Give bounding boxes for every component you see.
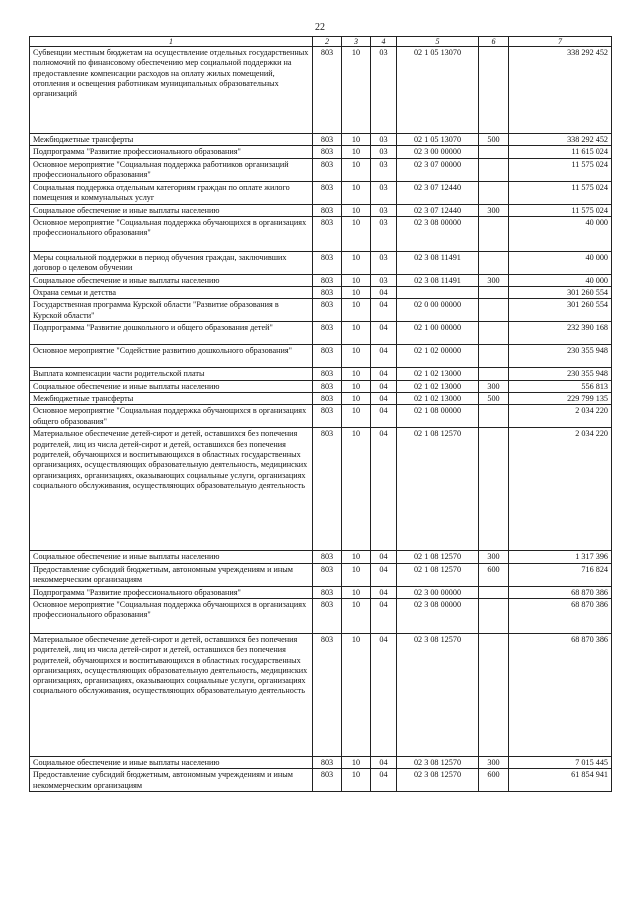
cell-subsection: 04 xyxy=(371,563,397,586)
cell-section: 10 xyxy=(342,274,371,286)
cell-amount: 230 355 948 xyxy=(509,368,612,380)
table-body xyxy=(30,47,612,792)
cell-ministry: 803 xyxy=(313,551,342,563)
cell-name: Социальное обеспечение и иные выплаты населению xyxy=(30,551,313,563)
cell-expense-type: 300 xyxy=(479,756,509,768)
cell-expense-type: 600 xyxy=(479,563,509,586)
cell-ministry: 803 xyxy=(313,380,342,392)
cell-target-article: 02 1 02 13000 xyxy=(397,393,479,405)
cell-name: Основное мероприятие "Содействие развитию дошкольного образования" xyxy=(30,345,313,368)
cell-target-article: 02 3 07 12440 xyxy=(397,204,479,216)
table-row xyxy=(30,216,612,251)
cell-target-article: 02 3 08 12570 xyxy=(397,633,479,756)
cell-name: Охрана семьи и детства xyxy=(30,287,313,299)
cell-ministry: 803 xyxy=(313,299,342,322)
cell-section: 10 xyxy=(342,769,371,792)
table-row xyxy=(30,551,612,563)
table-row xyxy=(30,322,612,345)
cell-expense-type: 300 xyxy=(479,204,509,216)
cell-name: Социальное обеспечение и иные выплаты населению xyxy=(30,756,313,768)
cell-name: Подпрограмма "Развитие профессионального образования" xyxy=(30,146,313,158)
cell-subsection: 04 xyxy=(371,345,397,368)
cell-section: 10 xyxy=(342,551,371,563)
cell-section: 10 xyxy=(342,181,371,204)
cell-expense-type: 300 xyxy=(479,380,509,392)
cell-expense-type xyxy=(479,251,509,274)
cell-section: 10 xyxy=(342,393,371,405)
cell-name: Меры социальной поддержки в период обучения граждан, заключивших договор о целевом обучении xyxy=(30,251,313,274)
cell-amount: 556 813 xyxy=(509,380,612,392)
cell-amount: 338 292 452 xyxy=(509,47,612,134)
table-row xyxy=(30,287,612,299)
cell-subsection: 04 xyxy=(371,551,397,563)
cell-name: Выплата компенсации части родительской платы xyxy=(30,368,313,380)
cell-target-article: 02 1 08 12570 xyxy=(397,428,479,551)
cell-expense-type xyxy=(479,633,509,756)
cell-expense-type xyxy=(479,216,509,251)
cell-amount: 2 034 220 xyxy=(509,405,612,428)
cell-target-article: 02 3 08 11491 xyxy=(397,274,479,286)
cell-name: Подпрограмма "Развитие профессионального образования" xyxy=(30,586,313,598)
cell-subsection: 04 xyxy=(371,322,397,345)
cell-target-article: 02 1 08 12570 xyxy=(397,551,479,563)
cell-amount: 68 870 386 xyxy=(509,633,612,756)
cell-target-article: 02 3 00 00000 xyxy=(397,586,479,598)
table-header-row xyxy=(30,37,612,47)
cell-subsection: 04 xyxy=(371,393,397,405)
cell-subsection: 03 xyxy=(371,204,397,216)
cell-expense-type xyxy=(479,299,509,322)
cell-amount: 61 854 941 xyxy=(509,769,612,792)
cell-section: 10 xyxy=(342,598,371,633)
cell-name: Межбюджетные трансферты xyxy=(30,393,313,405)
cell-amount: 716 824 xyxy=(509,563,612,586)
cell-amount: 230 355 948 xyxy=(509,345,612,368)
cell-target-article: 02 1 08 00000 xyxy=(397,405,479,428)
cell-target-article: 02 1 02 13000 xyxy=(397,380,479,392)
cell-ministry: 803 xyxy=(313,274,342,286)
cell-ministry: 803 xyxy=(313,633,342,756)
cell-target-article: 02 3 08 00000 xyxy=(397,598,479,633)
cell-amount: 11 575 024 xyxy=(509,204,612,216)
cell-section: 10 xyxy=(342,586,371,598)
cell-name: Основное мероприятие "Социальная поддержка обучающихся в организациях общего образования" xyxy=(30,405,313,428)
cell-ministry: 803 xyxy=(313,586,342,598)
cell-expense-type xyxy=(479,158,509,181)
cell-ministry: 803 xyxy=(313,368,342,380)
cell-expense-type: 600 xyxy=(479,769,509,792)
page-number: 22 xyxy=(315,22,325,33)
cell-expense-type xyxy=(479,47,509,134)
cell-target-article: 02 1 00 00000 xyxy=(397,322,479,345)
table-row xyxy=(30,598,612,633)
cell-subsection: 04 xyxy=(371,769,397,792)
table-row xyxy=(30,368,612,380)
cell-amount: 232 390 168 xyxy=(509,322,612,345)
cell-expense-type xyxy=(479,181,509,204)
cell-section: 10 xyxy=(342,204,371,216)
cell-amount: 11 575 024 xyxy=(509,158,612,181)
cell-target-article: 02 0 00 00000 xyxy=(397,299,479,322)
cell-amount: 11 615 024 xyxy=(509,146,612,158)
cell-name: Субвенции местным бюджетам на осуществление отдельных государственных полномочий по финансовому обеспечению мер социальной поддержки на предоставление компенсации расходов на оплату жилых помещений, отопления и освещения работникам муниципальных образовательных организаций xyxy=(30,47,313,134)
cell-subsection: 04 xyxy=(371,428,397,551)
cell-subsection: 03 xyxy=(371,274,397,286)
column-header: 7 xyxy=(509,37,612,47)
cell-section: 10 xyxy=(342,405,371,428)
cell-ministry: 803 xyxy=(313,405,342,428)
cell-amount: 1 317 396 xyxy=(509,551,612,563)
cell-ministry: 803 xyxy=(313,428,342,551)
table-row xyxy=(30,586,612,598)
column-header: 1 xyxy=(30,37,313,47)
cell-ministry: 803 xyxy=(313,47,342,134)
table-row xyxy=(30,756,612,768)
cell-subsection: 03 xyxy=(371,146,397,158)
cell-section: 10 xyxy=(342,563,371,586)
table-row xyxy=(30,769,612,792)
table-row xyxy=(30,563,612,586)
cell-ministry: 803 xyxy=(313,134,342,146)
cell-subsection: 04 xyxy=(371,633,397,756)
cell-name: Материальное обеспечение детей-сирот и детей, оставшихся без попечения родителей, лиц из числа детей-сирот и детей, оставшихся без попечения родителей, обучающихся и воспитывающихся в областных государственных организациях, осуществляющих образовательную деятельность, медицинских организациях, организациях, оказывающих социальные услуги, организациях социального обслуживания, осуществляющих образовательную деятельность xyxy=(30,428,313,551)
cell-amount: 2 034 220 xyxy=(509,428,612,551)
budget-table xyxy=(29,36,612,792)
cell-target-article: 02 1 05 13070 xyxy=(397,134,479,146)
cell-name: Социальное обеспечение и иные выплаты населению xyxy=(30,274,313,286)
cell-subsection: 04 xyxy=(371,405,397,428)
cell-subsection: 04 xyxy=(371,287,397,299)
cell-expense-type xyxy=(479,405,509,428)
table-row xyxy=(30,134,612,146)
cell-section: 10 xyxy=(342,216,371,251)
cell-amount: 7 015 445 xyxy=(509,756,612,768)
cell-name: Основное мероприятие "Социальная поддержка обучающихся в организациях профессионального образования" xyxy=(30,598,313,633)
cell-amount: 11 575 024 xyxy=(509,181,612,204)
column-header: 5 xyxy=(397,37,479,47)
cell-ministry: 803 xyxy=(313,216,342,251)
table-row xyxy=(30,47,612,134)
cell-ministry: 803 xyxy=(313,769,342,792)
cell-name: Социальное обеспечение и иные выплаты населению xyxy=(30,380,313,392)
cell-subsection: 04 xyxy=(371,598,397,633)
cell-target-article: 02 1 05 13070 xyxy=(397,47,479,134)
cell-subsection: 03 xyxy=(371,181,397,204)
cell-ministry: 803 xyxy=(313,598,342,633)
cell-expense-type xyxy=(479,368,509,380)
cell-name: Материальное обеспечение детей-сирот и детей, оставшихся без попечения родителей, лиц из числа детей-сирот и детей, оставшихся без попечения родителей, обучающихся и воспитывающихся в областных государственных организациях, осуществляющих образовательную деятельность, медицинских организациях, организациях, оказывающих социальные услуги, организациях социального обслуживания, осуществляющих образовательную деятельность xyxy=(30,633,313,756)
cell-section: 10 xyxy=(342,380,371,392)
cell-ministry: 803 xyxy=(313,204,342,216)
cell-amount: 229 799 135 xyxy=(509,393,612,405)
cell-target-article: 02 3 00 00000 xyxy=(397,146,479,158)
table-row xyxy=(30,146,612,158)
cell-amount: 68 870 386 xyxy=(509,586,612,598)
cell-subsection: 03 xyxy=(371,251,397,274)
table-row xyxy=(30,405,612,428)
cell-name: Государственная программа Курской области "Развитие образования в Курской области" xyxy=(30,299,313,322)
table-row xyxy=(30,345,612,368)
column-header: 3 xyxy=(342,37,371,47)
table-row xyxy=(30,299,612,322)
cell-subsection: 04 xyxy=(371,380,397,392)
cell-name: Социальное обеспечение и иные выплаты населению xyxy=(30,204,313,216)
cell-section: 10 xyxy=(342,345,371,368)
cell-target-article: 02 3 08 12570 xyxy=(397,769,479,792)
cell-expense-type xyxy=(479,322,509,345)
table-row xyxy=(30,181,612,204)
cell-target-article: 02 3 07 12440 xyxy=(397,181,479,204)
cell-subsection: 03 xyxy=(371,47,397,134)
cell-subsection: 04 xyxy=(371,756,397,768)
cell-target-article xyxy=(397,287,479,299)
table-row xyxy=(30,274,612,286)
table-row xyxy=(30,393,612,405)
cell-name: Социальная поддержка отдельным категориям граждан по оплате жилого помещения и коммунальных услуг xyxy=(30,181,313,204)
cell-ministry: 803 xyxy=(313,393,342,405)
cell-target-article: 02 3 08 12570 xyxy=(397,756,479,768)
cell-target-article: 02 3 08 00000 xyxy=(397,216,479,251)
cell-target-article: 02 3 07 00000 xyxy=(397,158,479,181)
column-header: 4 xyxy=(371,37,397,47)
cell-ministry: 803 xyxy=(313,322,342,345)
cell-ministry: 803 xyxy=(313,563,342,586)
cell-section: 10 xyxy=(342,368,371,380)
cell-expense-type xyxy=(479,428,509,551)
column-header: 2 xyxy=(313,37,342,47)
cell-section: 10 xyxy=(342,134,371,146)
cell-amount: 68 870 386 xyxy=(509,598,612,633)
cell-subsection: 04 xyxy=(371,368,397,380)
cell-expense-type: 300 xyxy=(479,551,509,563)
cell-ministry: 803 xyxy=(313,158,342,181)
table-row xyxy=(30,204,612,216)
cell-section: 10 xyxy=(342,158,371,181)
cell-expense-type: 300 xyxy=(479,274,509,286)
cell-target-article: 02 1 02 00000 xyxy=(397,345,479,368)
cell-expense-type: 500 xyxy=(479,393,509,405)
cell-ministry: 803 xyxy=(313,146,342,158)
cell-amount: 301 260 554 xyxy=(509,299,612,322)
cell-ministry: 803 xyxy=(313,251,342,274)
table-row xyxy=(30,633,612,756)
cell-expense-type xyxy=(479,287,509,299)
cell-section: 10 xyxy=(342,287,371,299)
cell-name: Подпрограмма "Развитие дошкольного и общего образования детей" xyxy=(30,322,313,345)
cell-ministry: 803 xyxy=(313,287,342,299)
cell-section: 10 xyxy=(342,299,371,322)
cell-name: Основное мероприятие "Социальная поддержка обучающихся в организациях профессионального образования" xyxy=(30,216,313,251)
cell-expense-type: 500 xyxy=(479,134,509,146)
column-header: 6 xyxy=(479,37,509,47)
cell-name: Предоставление субсидий бюджетным, автономным учреждениям и иным некоммерческим организациям xyxy=(30,563,313,586)
cell-section: 10 xyxy=(342,251,371,274)
cell-expense-type xyxy=(479,146,509,158)
cell-ministry: 803 xyxy=(313,345,342,368)
cell-subsection: 04 xyxy=(371,299,397,322)
cell-subsection: 03 xyxy=(371,216,397,251)
cell-target-article: 02 1 08 12570 xyxy=(397,563,479,586)
table-row xyxy=(30,380,612,392)
cell-amount: 40 000 xyxy=(509,251,612,274)
cell-target-article: 02 1 02 13000 xyxy=(397,368,479,380)
cell-ministry: 803 xyxy=(313,181,342,204)
cell-target-article: 02 3 08 11491 xyxy=(397,251,479,274)
cell-name: Предоставление субсидий бюджетным, автономным учреждениям и иным некоммерческим организациям xyxy=(30,769,313,792)
cell-expense-type xyxy=(479,345,509,368)
cell-section: 10 xyxy=(342,322,371,345)
cell-subsection: 03 xyxy=(371,158,397,181)
cell-amount: 301 260 554 xyxy=(509,287,612,299)
cell-ministry: 803 xyxy=(313,756,342,768)
cell-name: Основное мероприятие "Социальная поддержка работников организаций профессионального образования" xyxy=(30,158,313,181)
cell-section: 10 xyxy=(342,47,371,134)
cell-amount: 40 000 xyxy=(509,274,612,286)
cell-name: Межбюджетные трансферты xyxy=(30,134,313,146)
cell-subsection: 03 xyxy=(371,134,397,146)
table-row xyxy=(30,158,612,181)
table-row xyxy=(30,251,612,274)
cell-section: 10 xyxy=(342,146,371,158)
cell-expense-type xyxy=(479,598,509,633)
cell-amount: 40 000 xyxy=(509,216,612,251)
cell-subsection: 04 xyxy=(371,586,397,598)
cell-section: 10 xyxy=(342,428,371,551)
cell-section: 10 xyxy=(342,756,371,768)
cell-section: 10 xyxy=(342,633,371,756)
table-row xyxy=(30,428,612,551)
cell-expense-type xyxy=(479,586,509,598)
cell-amount: 338 292 452 xyxy=(509,134,612,146)
